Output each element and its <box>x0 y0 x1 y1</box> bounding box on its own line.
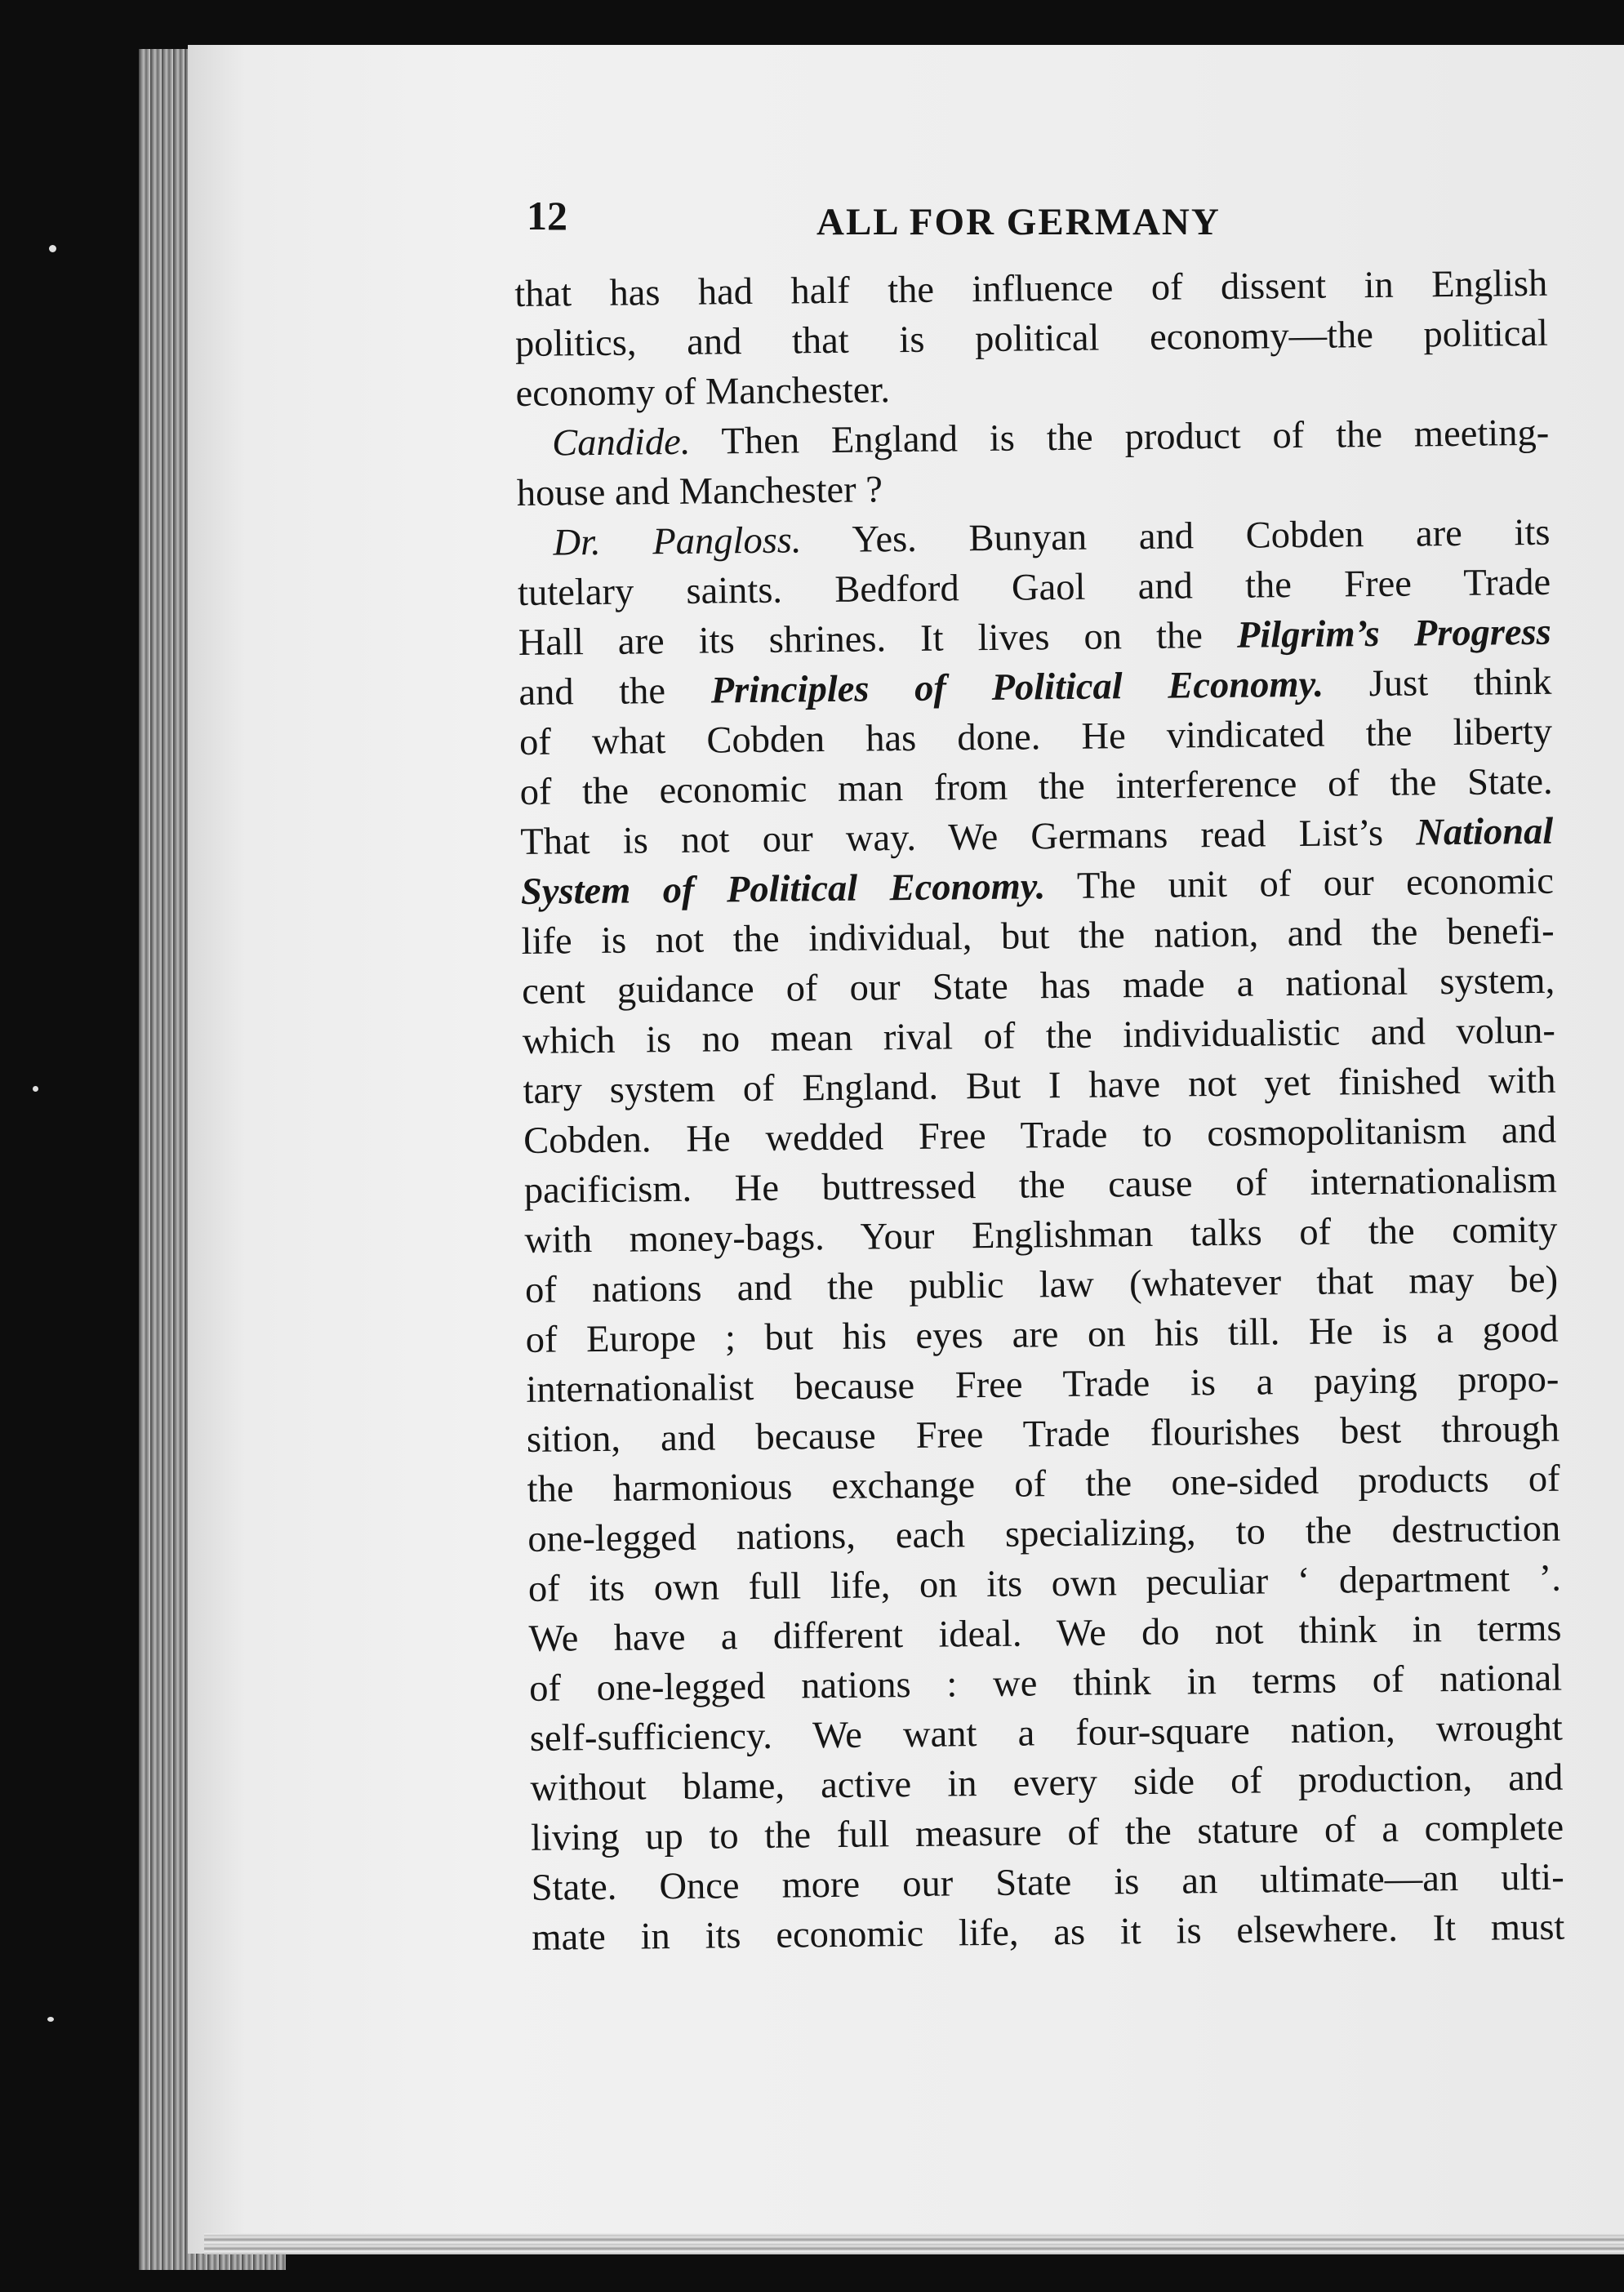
line-text: Then England is the product of the meeting- <box>721 412 1550 463</box>
text-line: tutelary saints. Bedford Gaol and the Free Trade <box>517 561 1551 614</box>
text-line: living up to the full measure of the stature of a complete <box>530 1806 1564 1859</box>
line-text: Hall are its shrines. It lives on the <box>518 615 1204 664</box>
text-line: of Europe ; but his eyes are on his till. He is a good <box>525 1308 1559 1361</box>
book-title: Pilgrim’s Progress <box>1236 611 1552 656</box>
text-line: of its own full life, on its own peculiar ‘ department ’. <box>527 1557 1562 1610</box>
text-line: economy of Manchester. <box>515 369 891 415</box>
line-text: Yes. Bunyan and Cobden are its <box>852 511 1551 561</box>
text-line: the harmonious exchange of the one-sided products of <box>527 1458 1560 1511</box>
text-line: sition, and because Free Trade flourishes best through <box>526 1408 1560 1461</box>
page-header <box>527 192 1555 249</box>
text-line: We have a different ideal. We do not think in terms <box>528 1607 1562 1660</box>
text-line: pacificism. He buttressed the cause of internationalism <box>523 1159 1558 1212</box>
book-title: Principles of Political Economy. <box>710 663 1324 712</box>
text-line: that has had half the influence of dissent in English <box>514 262 1548 315</box>
text-line: internationalist because Free Trade is a paying propo- <box>526 1358 1559 1411</box>
scan-speck <box>49 245 56 252</box>
book-title: National <box>1416 810 1554 854</box>
text-line: State. Once more our State is an ultimate—an ulti- <box>531 1856 1564 1909</box>
text-line: politics, and that is political economy—the political <box>514 312 1549 365</box>
speaker-pangloss: Dr. Pangloss. <box>553 519 802 564</box>
speaker-candide: Candide. <box>551 421 691 465</box>
line-text: The unit of our economic <box>1076 860 1555 907</box>
text-line: house and Manchester ? <box>516 469 883 514</box>
text-line: of one-legged nations : we think in terms of national <box>528 1657 1563 1710</box>
scan-speck <box>47 2017 54 2022</box>
text-line: cent guidance of our State has made a national system, <box>521 959 1555 1012</box>
text-line: with money-bags. Your Englishman talks of the comity <box>524 1208 1558 1262</box>
book-title: System of Political Economy. <box>520 866 1046 913</box>
text-line: Cobden. He wedded Free Trade to cosmopolitanism and <box>523 1109 1557 1162</box>
line-text: That is not our way. We Germans read List’s <box>520 812 1384 863</box>
page-number: 12 <box>527 193 567 238</box>
text-line: mate in its economic life, as it is elsewhere. It must <box>532 1906 1565 1959</box>
text-line: life is not the individual, but the nation, and the benefi- <box>521 910 1555 963</box>
running-head: ALL FOR GERMANY <box>816 201 1221 243</box>
text-line: which is no mean rival of the individualistic and volun- <box>522 1009 1556 1062</box>
body-text <box>514 259 1565 1963</box>
book-bottom-edge <box>204 2233 1624 2254</box>
text-line: of nations and the public law (whatever that may be) <box>524 1258 1559 1311</box>
text-line: one-legged nations, each specializing, to the destruction <box>527 1507 1561 1560</box>
scan-speck <box>33 1086 38 1092</box>
line-text: Just think <box>1368 661 1552 705</box>
text-line: self-sufficiency. We want a four-square nation, wrought <box>529 1707 1564 1760</box>
text-line: of the economic man from the interference of the State. <box>519 760 1553 813</box>
text-line: without blame, active in every side of production, and <box>530 1756 1564 1809</box>
text-line: of what Cobden has done. He vindicated the liberty <box>518 710 1553 763</box>
text-line: tary system of England. But I have not yet finished with <box>523 1059 1556 1112</box>
line-text: and the <box>518 670 666 714</box>
